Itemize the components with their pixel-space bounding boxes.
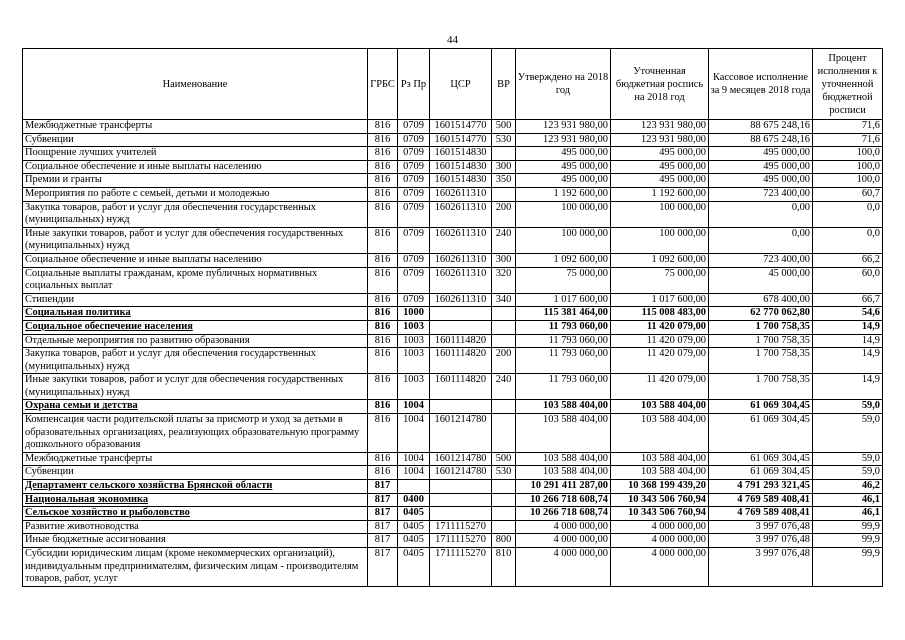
- cell-vr: [492, 400, 516, 414]
- cell-vr: 240: [492, 227, 516, 253]
- cell-grbs: 816: [368, 201, 398, 227]
- cell-percent: 99,9: [813, 534, 883, 548]
- cell-name: Развитие животноводства: [23, 520, 368, 534]
- cell-approved: 103 588 404,00: [516, 466, 611, 480]
- cell-name: Закупка товаров, работ и услуг для обеспечения государственных (муниципальных) нужд: [23, 348, 368, 374]
- cell-rzpr: 0405: [398, 548, 430, 587]
- cell-refined: 75 000,00: [611, 267, 709, 293]
- header-refined: Уточненная бюджетная роспись на 2018 год: [611, 49, 709, 120]
- cell-grbs: 816: [368, 160, 398, 174]
- table-row: [23, 307, 883, 321]
- cell-rzpr: 0709: [398, 160, 430, 174]
- cell-rzpr: 0709: [398, 253, 430, 267]
- cell-name: Компенсация части родительской платы за присмотр и уход за детьми в образовательных организациях, реализующих образовательную программу дошкольного образования: [23, 414, 368, 453]
- cell-approved: 75 000,00: [516, 267, 611, 293]
- cell-csr: [430, 507, 492, 521]
- cell-csr: 1602611310: [430, 267, 492, 293]
- cell-refined: 103 588 404,00: [611, 400, 709, 414]
- cell-grbs: 817: [368, 480, 398, 494]
- cell-rzpr: 0709: [398, 201, 430, 227]
- cell-csr: [430, 307, 492, 321]
- table-row: [23, 466, 883, 480]
- cell-name: Иные бюджетные ассигнования: [23, 534, 368, 548]
- cell-vr: [492, 520, 516, 534]
- cell-percent: 59,0: [813, 400, 883, 414]
- cell-csr: 1711115270: [430, 520, 492, 534]
- cell-rzpr: [398, 480, 430, 494]
- cell-csr: 1601214780: [430, 414, 492, 453]
- cell-approved: 103 588 404,00: [516, 400, 611, 414]
- cell-name: Социальное обеспечение и иные выплаты населению: [23, 160, 368, 174]
- cell-rzpr: 0709: [398, 227, 430, 253]
- cell-vr: 240: [492, 374, 516, 400]
- cell-grbs: 816: [368, 307, 398, 321]
- cell-name: Отдельные мероприятия по развитию образования: [23, 334, 368, 348]
- cell-rzpr: 0709: [398, 120, 430, 134]
- cell-name: Иные закупки товаров, работ и услуг для обеспечения государственных (муниципальных) нужд: [23, 227, 368, 253]
- table-row: [23, 480, 883, 494]
- cell-approved: 4 000 000,00: [516, 548, 611, 587]
- cell-refined: 11 420 079,00: [611, 334, 709, 348]
- cell-rzpr: 1004: [398, 466, 430, 480]
- cell-csr: 1601514830: [430, 147, 492, 161]
- budget-table: [22, 48, 883, 587]
- cell-grbs: 816: [368, 348, 398, 374]
- cell-csr: 1601514830: [430, 174, 492, 188]
- cell-grbs: 816: [368, 267, 398, 293]
- cell-csr: 1602611310: [430, 187, 492, 201]
- cell-cash: 3 997 076,48: [709, 548, 813, 587]
- cell-rzpr: 1000: [398, 307, 430, 321]
- cell-grbs: 816: [368, 466, 398, 480]
- cell-vr: [492, 320, 516, 334]
- cell-rzpr: 0709: [398, 174, 430, 188]
- cell-csr: 1601514770: [430, 120, 492, 134]
- cell-cash: 1 700 758,35: [709, 348, 813, 374]
- cell-refined: 11 420 079,00: [611, 320, 709, 334]
- cell-cash: 495 000,00: [709, 160, 813, 174]
- cell-name: Департамент сельского хозяйства Брянской области: [23, 480, 368, 494]
- table-row: [23, 160, 883, 174]
- cell-name: Субвенции: [23, 466, 368, 480]
- table-body: [23, 120, 883, 587]
- cell-rzpr: 0400: [398, 493, 430, 507]
- cell-csr: 1601514770: [430, 133, 492, 147]
- cell-csr: 1602611310: [430, 293, 492, 307]
- cell-cash: 723 400,00: [709, 187, 813, 201]
- cell-refined: 495 000,00: [611, 174, 709, 188]
- cell-name: Поощрение лучших учителей: [23, 147, 368, 161]
- cell-percent: 100,0: [813, 174, 883, 188]
- cell-approved: 10 291 411 287,00: [516, 480, 611, 494]
- cell-approved: 1 017 600,00: [516, 293, 611, 307]
- cell-rzpr: 0709: [398, 133, 430, 147]
- cell-name: Национальная экономика: [23, 493, 368, 507]
- cell-rzpr: 1003: [398, 320, 430, 334]
- cell-approved: 11 793 060,00: [516, 374, 611, 400]
- cell-name: Социальная политика: [23, 307, 368, 321]
- cell-percent: 14,9: [813, 334, 883, 348]
- cell-percent: 59,0: [813, 414, 883, 453]
- cell-name: Субвенции: [23, 133, 368, 147]
- cell-approved: 11 793 060,00: [516, 320, 611, 334]
- cell-grbs: 816: [368, 293, 398, 307]
- cell-grbs: 816: [368, 187, 398, 201]
- cell-refined: 123 931 980,00: [611, 120, 709, 134]
- cell-refined: 11 420 079,00: [611, 374, 709, 400]
- cell-vr: [492, 147, 516, 161]
- cell-refined: 4 000 000,00: [611, 548, 709, 587]
- cell-approved: 115 381 464,00: [516, 307, 611, 321]
- cell-percent: 100,0: [813, 147, 883, 161]
- cell-percent: 54,6: [813, 307, 883, 321]
- cell-rzpr: 1003: [398, 374, 430, 400]
- cell-name: Мероприятия по работе с семьей, детьми и молодежью: [23, 187, 368, 201]
- cell-rzpr: 0709: [398, 147, 430, 161]
- cell-grbs: 816: [368, 227, 398, 253]
- cell-name: Премии и гранты: [23, 174, 368, 188]
- cell-refined: 1 192 600,00: [611, 187, 709, 201]
- cell-rzpr: 1003: [398, 348, 430, 374]
- cell-refined: 100 000,00: [611, 227, 709, 253]
- table-row: [23, 374, 883, 400]
- cell-refined: 10 343 506 760,94: [611, 493, 709, 507]
- cell-grbs: 816: [368, 414, 398, 453]
- cell-approved: 10 266 718 608,74: [516, 507, 611, 521]
- cell-refined: 100 000,00: [611, 201, 709, 227]
- cell-refined: 495 000,00: [611, 147, 709, 161]
- cell-csr: 1602611310: [430, 253, 492, 267]
- table-row: [23, 548, 883, 587]
- cell-csr: 1711115270: [430, 534, 492, 548]
- cell-percent: 60,7: [813, 187, 883, 201]
- cell-cash: 678 400,00: [709, 293, 813, 307]
- cell-approved: 4 000 000,00: [516, 520, 611, 534]
- cell-cash: 4 769 589 408,41: [709, 507, 813, 521]
- header-name: Наименование: [23, 49, 368, 120]
- table-row: [23, 227, 883, 253]
- table-row: [23, 147, 883, 161]
- cell-csr: 1601214780: [430, 466, 492, 480]
- cell-name: Социальные выплаты гражданам, кроме публичных нормативных социальных выплат: [23, 267, 368, 293]
- cell-name: Социальное обеспечение и иные выплаты населению: [23, 253, 368, 267]
- cell-vr: 810: [492, 548, 516, 587]
- cell-percent: 0,0: [813, 201, 883, 227]
- cell-name: Межбюджетные трансферты: [23, 452, 368, 466]
- cell-percent: 100,0: [813, 160, 883, 174]
- cell-grbs: 816: [368, 320, 398, 334]
- table-row: [23, 414, 883, 453]
- cell-cash: 88 675 248,16: [709, 133, 813, 147]
- cell-grbs: 816: [368, 174, 398, 188]
- cell-refined: 1 092 600,00: [611, 253, 709, 267]
- header-percent: Процент исполнения к уточненной бюджетной росписи: [813, 49, 883, 120]
- cell-percent: 66,2: [813, 253, 883, 267]
- cell-vr: [492, 334, 516, 348]
- cell-vr: 300: [492, 253, 516, 267]
- cell-cash: 62 770 062,80: [709, 307, 813, 321]
- cell-percent: 71,6: [813, 120, 883, 134]
- cell-grbs: 817: [368, 507, 398, 521]
- cell-rzpr: 1004: [398, 400, 430, 414]
- cell-approved: 11 793 060,00: [516, 334, 611, 348]
- cell-cash: 61 069 304,45: [709, 452, 813, 466]
- cell-vr: [492, 307, 516, 321]
- cell-cash: 0,00: [709, 201, 813, 227]
- table-row: [23, 493, 883, 507]
- cell-vr: [492, 493, 516, 507]
- cell-name: Стипендии: [23, 293, 368, 307]
- cell-csr: 1601514830: [430, 160, 492, 174]
- cell-grbs: 816: [368, 334, 398, 348]
- cell-percent: 46,1: [813, 493, 883, 507]
- header-grbs: ГРБС: [368, 49, 398, 120]
- cell-percent: 60,0: [813, 267, 883, 293]
- cell-percent: 66,7: [813, 293, 883, 307]
- cell-cash: 723 400,00: [709, 253, 813, 267]
- cell-refined: 103 588 404,00: [611, 414, 709, 453]
- table-row: [23, 534, 883, 548]
- cell-percent: 14,9: [813, 374, 883, 400]
- cell-cash: 0,00: [709, 227, 813, 253]
- cell-csr: 1601114820: [430, 374, 492, 400]
- cell-grbs: 816: [368, 120, 398, 134]
- cell-approved: 495 000,00: [516, 147, 611, 161]
- cell-vr: 320: [492, 267, 516, 293]
- table-row: [23, 348, 883, 374]
- cell-percent: 46,2: [813, 480, 883, 494]
- header-csr: ЦСР: [430, 49, 492, 120]
- cell-cash: 3 997 076,48: [709, 534, 813, 548]
- cell-csr: 1711115270: [430, 548, 492, 587]
- cell-approved: 10 266 718 608,74: [516, 493, 611, 507]
- cell-cash: 4 769 589 408,41: [709, 493, 813, 507]
- table-row: [23, 507, 883, 521]
- cell-rzpr: 0405: [398, 534, 430, 548]
- cell-vr: [492, 480, 516, 494]
- cell-rzpr: 0709: [398, 293, 430, 307]
- cell-cash: 3 997 076,48: [709, 520, 813, 534]
- cell-approved: 103 588 404,00: [516, 414, 611, 453]
- cell-grbs: 816: [368, 253, 398, 267]
- cell-csr: [430, 493, 492, 507]
- cell-rzpr: 0709: [398, 267, 430, 293]
- cell-grbs: 817: [368, 520, 398, 534]
- cell-percent: 14,9: [813, 348, 883, 374]
- cell-name: Социальное обеспечение населения: [23, 320, 368, 334]
- cell-cash: 4 791 293 321,45: [709, 480, 813, 494]
- table-row: [23, 253, 883, 267]
- header-rzpr: Рз Пр: [398, 49, 430, 120]
- cell-vr: 340: [492, 293, 516, 307]
- cell-vr: 200: [492, 201, 516, 227]
- cell-name: Иные закупки товаров, работ и услуг для обеспечения государственных (муниципальных) нужд: [23, 374, 368, 400]
- cell-percent: 46,1: [813, 507, 883, 521]
- header-cash: Кассовое исполнение за 9 месяцев 2018 года: [709, 49, 813, 120]
- cell-name: Сельское хозяйство и рыболовство: [23, 507, 368, 521]
- cell-refined: 10 368 199 439,20: [611, 480, 709, 494]
- cell-vr: 300: [492, 160, 516, 174]
- cell-grbs: 816: [368, 147, 398, 161]
- cell-csr: [430, 480, 492, 494]
- table-row: [23, 320, 883, 334]
- table-row: [23, 334, 883, 348]
- cell-rzpr: 1004: [398, 414, 430, 453]
- cell-csr: [430, 400, 492, 414]
- cell-rzpr: 1004: [398, 452, 430, 466]
- cell-name: Закупка товаров, работ и услуг для обеспечения государственных (муниципальных) нужд: [23, 201, 368, 227]
- cell-csr: 1602611310: [430, 201, 492, 227]
- page-number: 44: [447, 34, 458, 46]
- cell-rzpr: 0405: [398, 507, 430, 521]
- cell-approved: 103 588 404,00: [516, 452, 611, 466]
- cell-vr: [492, 414, 516, 453]
- cell-vr: 350: [492, 174, 516, 188]
- cell-grbs: 817: [368, 548, 398, 587]
- cell-rzpr: 0709: [398, 187, 430, 201]
- cell-name: Субсидии юридическим лицам (кроме некоммерческих организаций), индивидуальным предпринимателям, физическим лицам - производителям товаров, работ, услуг: [23, 548, 368, 587]
- cell-grbs: 816: [368, 452, 398, 466]
- cell-percent: 59,0: [813, 452, 883, 466]
- cell-grbs: 816: [368, 133, 398, 147]
- table-row: [23, 400, 883, 414]
- cell-cash: 495 000,00: [709, 147, 813, 161]
- table-row: [23, 133, 883, 147]
- cell-vr: 500: [492, 120, 516, 134]
- cell-approved: 123 931 980,00: [516, 133, 611, 147]
- cell-cash: 61 069 304,45: [709, 466, 813, 480]
- cell-vr: 800: [492, 534, 516, 548]
- table-row: [23, 201, 883, 227]
- cell-rzpr: 0405: [398, 520, 430, 534]
- cell-percent: 0,0: [813, 227, 883, 253]
- cell-vr: 200: [492, 348, 516, 374]
- cell-approved: 1 192 600,00: [516, 187, 611, 201]
- cell-vr: 530: [492, 466, 516, 480]
- cell-percent: 99,9: [813, 520, 883, 534]
- cell-cash: 45 000,00: [709, 267, 813, 293]
- table-row: [23, 452, 883, 466]
- table-row: [23, 120, 883, 134]
- cell-cash: 1 700 758,35: [709, 320, 813, 334]
- cell-csr: 1601114820: [430, 348, 492, 374]
- table-header-row: [23, 49, 883, 120]
- cell-cash: 61 069 304,45: [709, 400, 813, 414]
- cell-refined: 11 420 079,00: [611, 348, 709, 374]
- cell-approved: 100 000,00: [516, 227, 611, 253]
- cell-approved: 123 931 980,00: [516, 120, 611, 134]
- cell-name: Межбюджетные трансферты: [23, 120, 368, 134]
- header-approved: Утверждено на 2018 год: [516, 49, 611, 120]
- cell-csr: 1601214780: [430, 452, 492, 466]
- cell-refined: 103 588 404,00: [611, 466, 709, 480]
- cell-approved: 1 092 600,00: [516, 253, 611, 267]
- header-vr: ВР: [492, 49, 516, 120]
- cell-vr: 500: [492, 452, 516, 466]
- cell-approved: 495 000,00: [516, 160, 611, 174]
- cell-refined: 4 000 000,00: [611, 534, 709, 548]
- cell-refined: 1 017 600,00: [611, 293, 709, 307]
- table-row: [23, 267, 883, 293]
- cell-refined: 123 931 980,00: [611, 133, 709, 147]
- cell-refined: 495 000,00: [611, 160, 709, 174]
- cell-cash: 88 675 248,16: [709, 120, 813, 134]
- table-row: [23, 520, 883, 534]
- cell-percent: 71,6: [813, 133, 883, 147]
- table-row: [23, 293, 883, 307]
- table-row: [23, 174, 883, 188]
- cell-refined: 10 343 506 760,94: [611, 507, 709, 521]
- cell-grbs: 816: [368, 374, 398, 400]
- cell-percent: 99,9: [813, 548, 883, 587]
- cell-name: Охрана семьи и детства: [23, 400, 368, 414]
- cell-grbs: 817: [368, 534, 398, 548]
- cell-csr: [430, 320, 492, 334]
- cell-grbs: 817: [368, 493, 398, 507]
- cell-csr: 1602611310: [430, 227, 492, 253]
- cell-approved: 4 000 000,00: [516, 534, 611, 548]
- cell-vr: 530: [492, 133, 516, 147]
- cell-vr: [492, 507, 516, 521]
- cell-cash: 1 700 758,35: [709, 334, 813, 348]
- cell-refined: 4 000 000,00: [611, 520, 709, 534]
- cell-grbs: 816: [368, 400, 398, 414]
- cell-approved: 495 000,00: [516, 174, 611, 188]
- cell-approved: 11 793 060,00: [516, 348, 611, 374]
- cell-refined: 115 008 483,00: [611, 307, 709, 321]
- table-row: [23, 187, 883, 201]
- cell-cash: 495 000,00: [709, 174, 813, 188]
- cell-approved: 100 000,00: [516, 201, 611, 227]
- cell-csr: 1601114820: [430, 334, 492, 348]
- cell-vr: [492, 187, 516, 201]
- cell-cash: 1 700 758,35: [709, 374, 813, 400]
- cell-percent: 14,9: [813, 320, 883, 334]
- cell-cash: 61 069 304,45: [709, 414, 813, 453]
- cell-refined: 103 588 404,00: [611, 452, 709, 466]
- cell-percent: 59,0: [813, 466, 883, 480]
- cell-rzpr: 1003: [398, 334, 430, 348]
